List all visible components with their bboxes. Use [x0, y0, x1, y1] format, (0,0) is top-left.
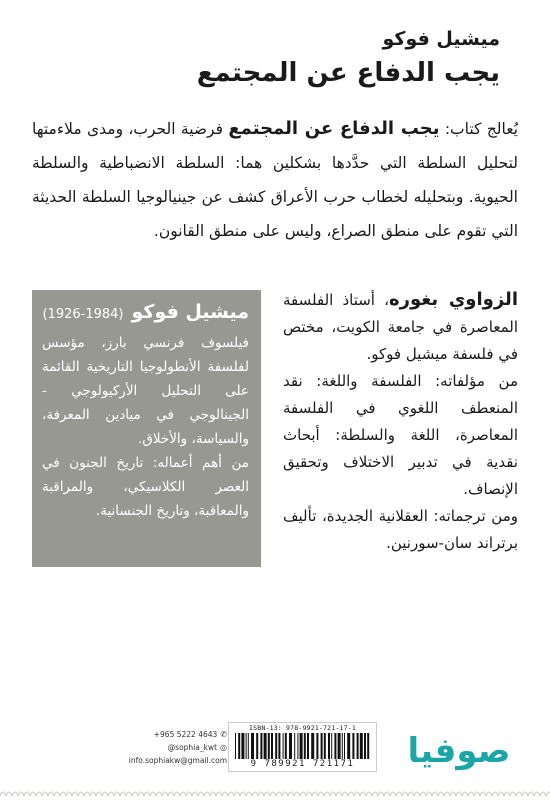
social-handle: @sophia_kwt [167, 743, 218, 752]
isbn-barcode [228, 722, 377, 772]
translator-bio [283, 286, 518, 557]
pattern-glyph [492, 792, 504, 796]
pattern-glyph [240, 792, 252, 796]
pattern-glyph [372, 792, 384, 796]
author-years: (1926-1984) [42, 307, 124, 322]
barcode-bar [307, 733, 309, 759]
pattern-glyph [24, 792, 36, 796]
pattern-glyph [468, 792, 480, 796]
barcode-bar [289, 733, 292, 759]
barcode-bar [278, 733, 280, 759]
author-box-name: ميشيل فوكو [131, 301, 249, 323]
pattern-glyph [312, 792, 324, 796]
pattern-glyph [480, 792, 492, 796]
publisher-contact [128, 728, 227, 767]
barcode-bar [367, 733, 369, 759]
barcode-bar [300, 733, 303, 759]
pattern-glyph [276, 792, 288, 796]
author-works: من أهم أعماله: تاريخ الجنون في العصر الكلاسيكي، والمراقبة والمعاقبة، وتاريخ الجنسانية. [42, 455, 249, 519]
isbn-label: ISBN-13: 978-9921-721-17-1 [249, 724, 356, 732]
barcode-bar [357, 733, 359, 759]
pattern-glyph [0, 792, 12, 796]
barcode-bar [347, 733, 350, 759]
translator-name: الزواوي بغوره [388, 289, 518, 310]
publisher-logo-text: صوفيا [407, 731, 511, 771]
synopsis-intro: يُعالج كتاب: [444, 120, 518, 138]
barcode-bar [238, 733, 240, 759]
pattern-glyph [204, 792, 216, 796]
pattern-glyph [540, 792, 550, 796]
barcode-bar [321, 733, 323, 759]
pattern-glyph [396, 792, 408, 796]
pattern-glyph [504, 792, 516, 796]
pattern-glyph [216, 792, 228, 796]
pattern-glyph [168, 792, 180, 796]
author-name-header: ميشيل فوكو [382, 28, 500, 50]
barcode-bar [285, 733, 287, 759]
pattern-glyph [84, 792, 96, 796]
pattern-glyph [60, 792, 72, 796]
barcode-bar [235, 733, 236, 759]
pattern-glyph [252, 792, 264, 796]
translator-works: من مؤلفاته: الفلسفة واللغة: نقد المنعطف اللغوي في الفلسفة المعاصرة، اللغة والسلطة: أبحاث نقدية في تدبير الاختلاف وتحقيق الإنصاف. [283, 372, 518, 498]
contact-social-row [142, 741, 227, 754]
barcode-bar [324, 733, 326, 759]
barcode-bar [241, 733, 244, 759]
barcode-bar [256, 733, 258, 759]
pattern-glyph [456, 792, 468, 796]
barcode-bar [275, 733, 277, 759]
barcode-bar [331, 733, 332, 759]
pattern-glyph [420, 792, 432, 796]
barcode-bar [264, 733, 267, 759]
barcode-bar [328, 733, 330, 759]
barcode-bar [344, 733, 345, 759]
pattern-glyph [96, 792, 108, 796]
synopsis [32, 112, 518, 248]
pattern-glyph [348, 792, 360, 796]
pattern-glyph [36, 792, 48, 796]
pattern-glyph [108, 792, 120, 796]
book-title: يجب الدفاع عن المجتمع [196, 58, 500, 88]
contact-phone-row [142, 728, 227, 741]
email-address: info.sophiakw@gmail.com [128, 756, 227, 765]
barcode-bar [360, 733, 363, 759]
publisher-logo [400, 722, 518, 778]
synopsis-body: فرضية الحرب، ومدى ملاءمتها لتحليل السلطة التي حدَّدها بشكلين هما: السلطة الانضباطية والسلطة الحيوية. وبتحليله لخطاب حرب الأعراق كشف عن جينيالوجيا السلطة الحديثة التي تقوم على منطق الصراع، وليس على منطق القانون. [32, 120, 518, 240]
barcode-bar [364, 733, 366, 759]
author-bio: فيلسوف فرنسي بارز، مؤسس لفلسفة الأنطولوجيا التاريخية القائمة على التحليل الأركيولوجي - الجينالوجي في ميادين المعرفة، والسياسة، والأخلاق. [42, 335, 249, 447]
barcode-bar [297, 733, 298, 759]
decorative-pattern [0, 786, 550, 800]
barcode-bar [251, 733, 254, 759]
pattern-glyph [132, 792, 144, 796]
barcode-bars [233, 733, 372, 759]
pattern-glyph [324, 792, 336, 796]
pattern-glyph [264, 792, 276, 796]
pattern-glyph [48, 792, 60, 796]
barcode-bar [352, 733, 354, 759]
instagram-icon: ◎ [220, 743, 227, 752]
contact-email-row [128, 754, 227, 767]
pattern-glyph [156, 792, 168, 796]
whatsapp-icon: ✆ [220, 730, 227, 739]
pattern-glyph [408, 792, 420, 796]
barcode-digits: 9 789921 721171 [250, 759, 355, 769]
barcode-bar [338, 733, 341, 759]
pattern-glyph [516, 792, 528, 796]
pattern-glyph [336, 792, 348, 796]
barcode-bar [268, 733, 270, 759]
barcode-bar [334, 733, 336, 759]
barcode-bar [342, 733, 343, 759]
pattern-glyph [528, 792, 540, 796]
translator-translations: ومن ترجماته: العقلانية الجديدة، تأليف برتراند سان-سورنين. [283, 507, 518, 552]
pattern-glyph [228, 792, 240, 796]
pattern-glyph [360, 792, 372, 796]
synopsis-book-title: يجب الدفاع عن المجتمع [228, 118, 440, 139]
barcode-bar [294, 733, 295, 759]
pattern-glyph [192, 792, 204, 796]
pattern-glyph [120, 792, 132, 796]
phone-number: +965 5222 4643 [153, 730, 218, 739]
barcode-bar [248, 733, 249, 759]
pattern-glyph [300, 792, 312, 796]
pattern-glyph [384, 792, 396, 796]
pattern-glyph [432, 792, 444, 796]
pattern-glyph [12, 792, 24, 796]
pattern-glyph [288, 792, 300, 796]
translator-description: ، أستاذ الفلسفة المعاصرة في جامعة الكويت، مختص في فلسفة ميشيل فوكو. [283, 291, 518, 363]
barcode-bar [316, 733, 318, 759]
barcode-bar [271, 733, 273, 759]
barcode-bar [304, 733, 306, 759]
pattern-glyph [144, 792, 156, 796]
pattern-glyph [72, 792, 84, 796]
barcode-bar [283, 733, 284, 759]
barcode-bar [260, 733, 262, 759]
pattern-glyph [444, 792, 456, 796]
barcode-bar [311, 733, 314, 759]
pattern-glyph [180, 792, 192, 796]
barcode-bar [246, 733, 247, 759]
author-box [32, 290, 261, 567]
